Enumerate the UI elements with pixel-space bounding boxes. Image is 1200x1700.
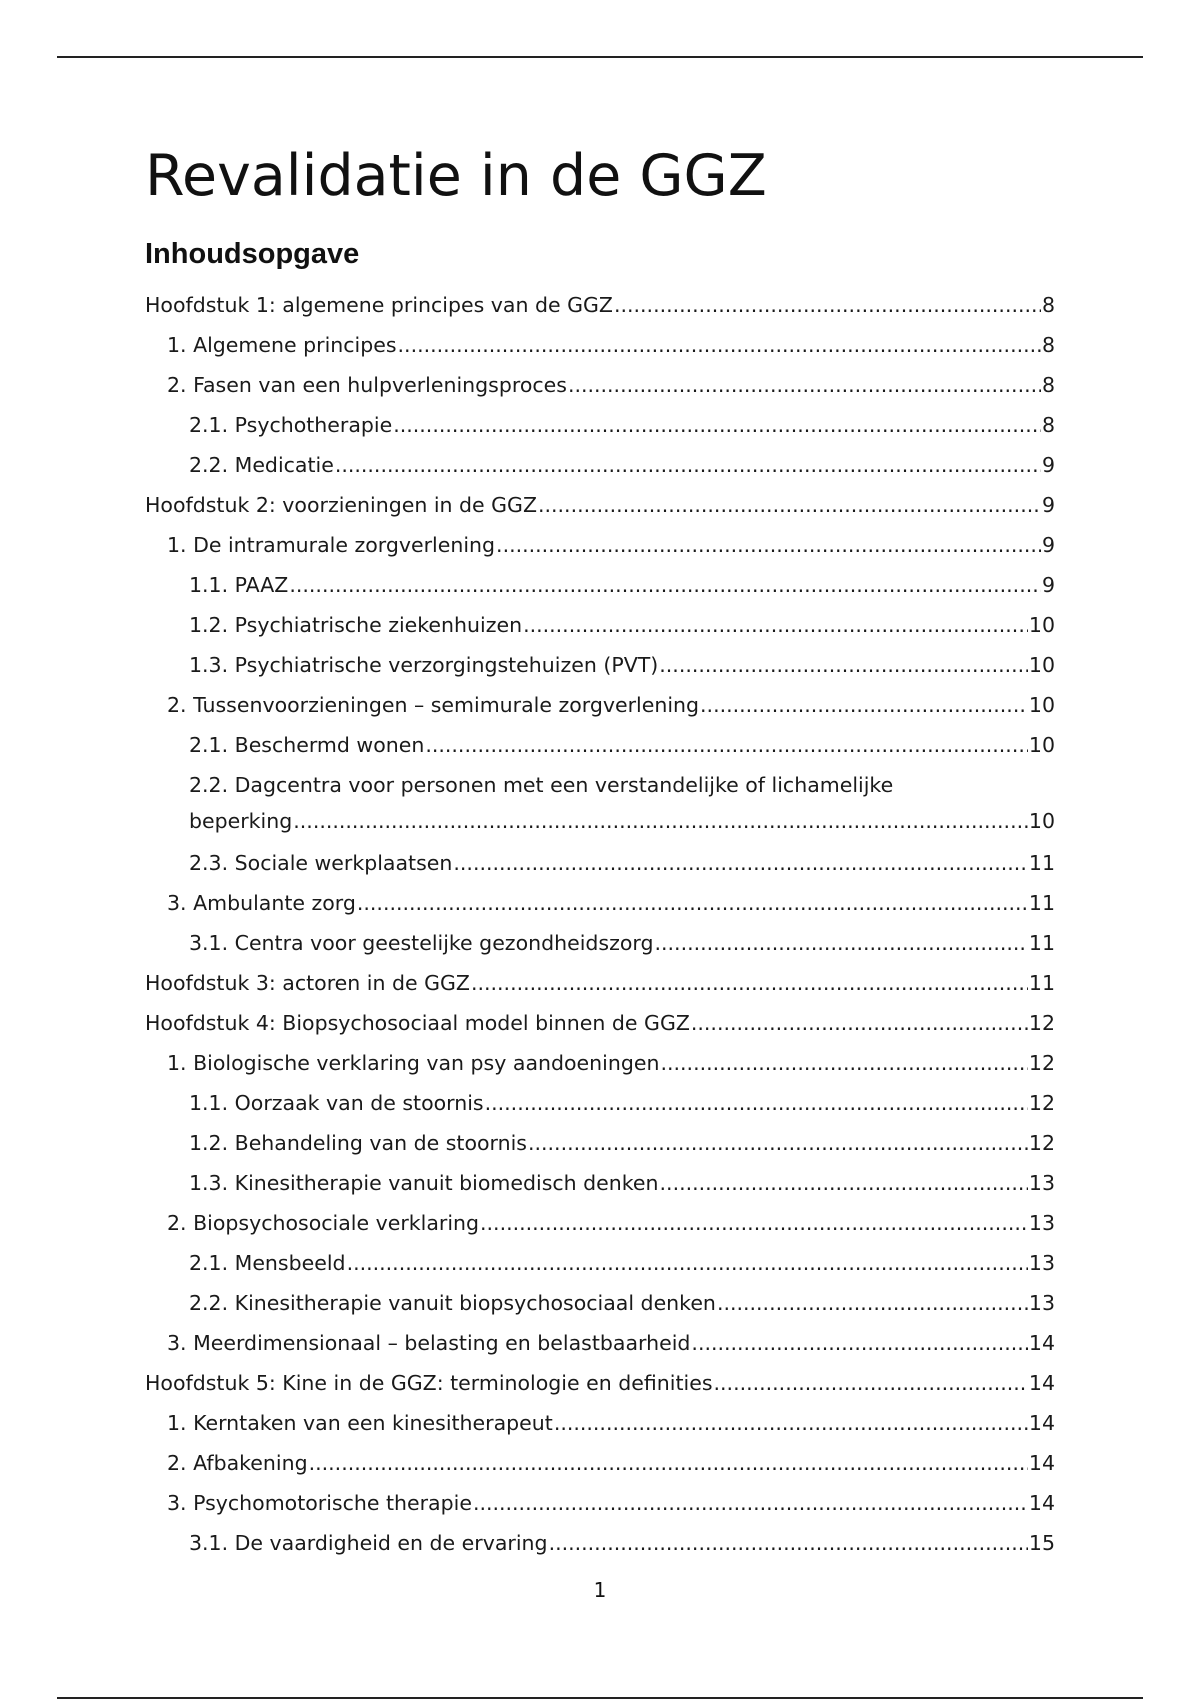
toc-dot-leader (614, 286, 1041, 324)
toc-entry[interactable] (145, 1524, 1055, 1564)
toc-entry[interactable] (145, 326, 1055, 366)
toc-entry-title: 1. De intramurale zorgverlening (167, 533, 496, 557)
toc-entry-page: 14 (1028, 1371, 1055, 1395)
toc-entry-title: 2.2. Dagcentra voor personen met een verstandelijke of lichamelijke (189, 773, 894, 797)
toc-entry-title: Hoofdstuk 2: voorzieningen in de GGZ (145, 493, 537, 517)
toc-entry-title: 1. Kerntaken van een kinesitherapeut (167, 1411, 553, 1435)
toc-entry-page: 9 (1041, 573, 1055, 597)
toc-entry[interactable] (145, 566, 1055, 606)
toc-entry[interactable] (145, 726, 1055, 766)
toc-entry-hoofdstuk-2[interactable] (145, 486, 1055, 526)
footer-rule (57, 1697, 1143, 1699)
toc-entry-page: 10 (1028, 653, 1055, 677)
toc-entry[interactable] (145, 406, 1055, 446)
toc-entry-title: 3. Ambulante zorg (167, 891, 356, 915)
toc-entry-title: 1.3. Kinesitherapie vanuit biomedisch denken (189, 1171, 659, 1195)
toc-entry-title: 2. Tussenvoorzieningen – semimurale zorgverlening (167, 693, 700, 717)
toc-entry-title: Hoofdstuk 4: Biopsychosociaal model binnen de GGZ (145, 1011, 690, 1035)
toc-entry-page: 8 (1041, 413, 1055, 437)
toc-entry[interactable] (145, 1244, 1055, 1284)
toc-dot-leader (393, 406, 1041, 444)
toc-entry[interactable] (145, 1324, 1055, 1364)
toc-dot-leader (659, 646, 1028, 684)
toc-dot-leader (289, 566, 1041, 604)
toc-entry-title: 2.3. Sociale werkplaatsen (189, 851, 453, 875)
toc-entry-page: 13 (1028, 1211, 1055, 1235)
toc-dot-leader (425, 726, 1028, 764)
toc-dot-leader (691, 1324, 1027, 1362)
toc-entry-title: 2.2. Kinesitherapie vanuit biopsychosociaal denken (189, 1291, 716, 1315)
toc-entry-title: 2. Afbakening (167, 1451, 308, 1475)
toc-entry[interactable] (145, 1284, 1055, 1324)
toc-entry[interactable] (145, 1164, 1055, 1204)
toc-entry-title: 3.1. De vaardigheid en de ervaring (189, 1531, 548, 1555)
toc-entry-hoofdstuk-5[interactable] (145, 1364, 1055, 1404)
toc-entry-title: Hoofdstuk 5: Kine in de GGZ: terminologie en definities (145, 1371, 713, 1395)
toc-dot-leader (335, 446, 1041, 484)
toc-dot-leader (293, 804, 1028, 838)
toc-entry-page: 8 (1041, 373, 1055, 397)
toc-entry-title: 2.2. Medicatie (189, 453, 334, 477)
toc-entry-hoofdstuk-3[interactable] (145, 964, 1055, 1004)
toc-entry-title: 1.1. Oorzaak van de stoornis (189, 1091, 484, 1115)
toc-entry-title: 2.1. Beschermd wonen (189, 733, 425, 757)
toc-entry-page: 9 (1041, 533, 1055, 557)
toc-dot-leader (655, 924, 1028, 962)
toc-entry-title: 1.2. Psychiatrische ziekenhuizen (189, 613, 523, 637)
toc-dot-leader (398, 326, 1041, 364)
toc-entry-title: 3. Psychomotorische therapie (167, 1491, 472, 1515)
toc-entry-page: 14 (1028, 1331, 1055, 1355)
toc-dot-leader (347, 1244, 1028, 1282)
toc-entry[interactable] (145, 1204, 1055, 1244)
toc-entry-page: 8 (1041, 293, 1055, 317)
page-number: 1 (593, 1578, 607, 1602)
toc-dot-leader (523, 606, 1028, 644)
toc-entry-title: Hoofdstuk 3: actoren in de GGZ (145, 971, 470, 995)
header-rule (57, 56, 1143, 58)
toc-entry[interactable] (145, 446, 1055, 486)
toc-dot-leader (568, 366, 1041, 404)
toc-entry-title: 3. Meerdimensionaal – belasting en belastbaarheid (167, 1331, 691, 1355)
toc-dot-leader (700, 686, 1028, 724)
toc-entry[interactable] (145, 1444, 1055, 1484)
toc-entry[interactable] (145, 844, 1055, 884)
toc-entry-title: 1.1. PAAZ (189, 573, 289, 597)
toc-dot-leader (538, 486, 1041, 524)
toc-entry-title: 1. Biologische verklaring van psy aandoeningen (167, 1051, 660, 1075)
toc-dot-leader (357, 884, 1028, 922)
toc-dot-leader (473, 1484, 1028, 1522)
toc-dot-leader (660, 1044, 1027, 1082)
toc-entry-page: 10 (1028, 613, 1055, 637)
toc-entry-title-continued: beperking (189, 809, 293, 833)
toc-dot-leader (554, 1404, 1028, 1442)
toc-dot-leader (714, 1364, 1028, 1402)
toc-entry[interactable] (145, 1124, 1055, 1164)
toc-entry-page: 13 (1028, 1251, 1055, 1275)
toc-entry-title: 2. Fasen van een hulpverleningsproces (167, 373, 567, 397)
toc-dot-leader (660, 1164, 1028, 1202)
toc-dot-leader (549, 1524, 1028, 1562)
toc-entry[interactable] (145, 1404, 1055, 1444)
toc-dot-leader (717, 1284, 1028, 1322)
toc-entry[interactable] (145, 606, 1055, 646)
toc-dot-leader (485, 1084, 1028, 1122)
table-of-contents (145, 286, 1055, 1564)
toc-entry-page: 14 (1028, 1411, 1055, 1435)
toc-entry-page: 13 (1028, 1171, 1055, 1195)
toc-entry-title: 2.1. Mensbeeld (189, 1251, 346, 1275)
toc-entry-title: 2.1. Psychotherapie (189, 413, 393, 437)
toc-entry-page: 10 (1028, 809, 1055, 833)
toc-entry[interactable] (145, 766, 1055, 844)
toc-dot-leader (691, 1004, 1028, 1042)
toc-dot-leader (528, 1124, 1028, 1162)
toc-entry-title: 3.1. Centra voor geestelijke gezondheidszorg (189, 931, 654, 955)
toc-entry-page: 11 (1028, 851, 1055, 875)
toc-entry[interactable] (145, 1044, 1055, 1084)
document-title: Revalidatie in de GGZ (145, 143, 767, 209)
toc-entry-title: 2. Biopsychosociale verklaring (167, 1211, 480, 1235)
toc-entry-page: 15 (1028, 1531, 1055, 1555)
toc-heading: Inhoudsopgave (145, 238, 360, 270)
toc-entry[interactable] (145, 646, 1055, 686)
toc-entry-page: 12 (1028, 1051, 1055, 1075)
toc-entry-page: 11 (1028, 891, 1055, 915)
toc-entry-hoofdstuk-1[interactable] (145, 286, 1055, 326)
toc-entry[interactable] (145, 366, 1055, 406)
toc-entry[interactable] (145, 884, 1055, 924)
toc-entry-page: 9 (1041, 493, 1055, 517)
toc-entry-title: Hoofdstuk 1: algemene principes van de GGZ (145, 293, 613, 317)
toc-entry-page: 14 (1028, 1491, 1055, 1515)
toc-entry-hoofdstuk-4[interactable] (145, 1004, 1055, 1044)
toc-dot-leader (471, 964, 1028, 1002)
toc-entry-title: 1. Algemene principes (167, 333, 397, 357)
toc-entry-page: 14 (1028, 1451, 1055, 1475)
toc-entry-page: 10 (1028, 733, 1055, 757)
toc-entry-page: 10 (1028, 693, 1055, 717)
toc-dot-leader (480, 1204, 1028, 1242)
toc-entry-page: 12 (1028, 1131, 1055, 1155)
toc-dot-leader (496, 526, 1041, 564)
toc-entry-page: 8 (1041, 333, 1055, 357)
toc-entry-page: 12 (1028, 1091, 1055, 1115)
toc-entry[interactable] (145, 526, 1055, 566)
toc-entry[interactable] (145, 1084, 1055, 1124)
toc-entry-page: 9 (1041, 453, 1055, 477)
toc-entry-title: 1.3. Psychiatrische verzorgingstehuizen (PVT) (189, 653, 659, 677)
toc-entry[interactable] (145, 924, 1055, 964)
toc-dot-leader (453, 844, 1028, 882)
toc-entry-page: 11 (1028, 971, 1055, 995)
toc-entry-page: 13 (1028, 1291, 1055, 1315)
toc-entry[interactable] (145, 686, 1055, 726)
toc-entry-page: 11 (1028, 931, 1055, 955)
toc-entry-page: 12 (1028, 1011, 1055, 1035)
toc-dot-leader (309, 1444, 1028, 1482)
toc-entry[interactable] (145, 1484, 1055, 1524)
toc-entry-title: 1.2. Behandeling van de stoornis (189, 1131, 527, 1155)
